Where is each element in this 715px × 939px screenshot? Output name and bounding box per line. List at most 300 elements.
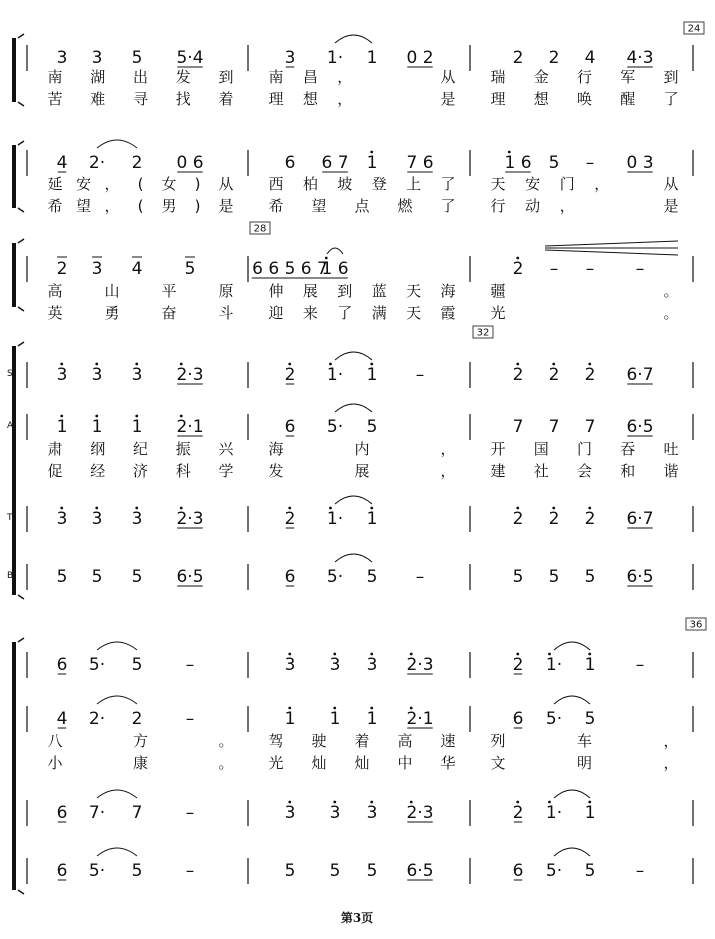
- lyric-char: 济: [132, 462, 149, 480]
- note: 6 7: [321, 153, 349, 173]
- note: 5·: [326, 567, 344, 587]
- lyric-char: 内: [354, 440, 370, 458]
- octave-dot-high: [333, 801, 336, 804]
- note: –: [635, 259, 645, 279]
- note: 6: [284, 417, 296, 437]
- note: 2: [512, 655, 524, 675]
- octave-dot-high: [180, 363, 183, 366]
- note: 3: [284, 803, 296, 823]
- voice-label-t: T: [7, 513, 13, 523]
- octave-dot-high: [135, 363, 138, 366]
- octave-dot-high: [333, 653, 336, 656]
- octave-dot-high: [516, 801, 519, 804]
- page-number: 第3页: [340, 911, 374, 925]
- lyric-char: 列: [490, 732, 506, 750]
- octave-dot-high: [95, 507, 98, 510]
- lyric-char: 明: [576, 754, 593, 772]
- lyric-char: 行: [576, 68, 593, 86]
- octave-dot-high: [60, 507, 63, 510]
- lyric-char: 海: [268, 440, 284, 458]
- lyric-char: 方: [132, 732, 149, 750]
- lyric-char: 驾: [268, 732, 284, 750]
- note: –: [585, 259, 595, 279]
- lyric-char: 建: [490, 462, 506, 480]
- note: 1: [584, 655, 596, 675]
- note: 7: [512, 417, 524, 437]
- lyric-char: 华: [440, 754, 456, 772]
- voice-label-b: B: [7, 571, 14, 581]
- note: 2: [584, 509, 596, 529]
- lyric-char: 是: [440, 90, 456, 108]
- lyric-char: ，: [663, 754, 679, 772]
- lyric-char: 兴: [218, 440, 234, 458]
- lyric-char: 了: [663, 90, 679, 108]
- note: –: [415, 567, 425, 587]
- note: –: [415, 365, 425, 385]
- lyric-char: 奋: [161, 304, 177, 322]
- lyric-char: 高: [397, 732, 413, 750]
- note: 2: [131, 153, 143, 173]
- octave-dot-high: [370, 707, 373, 710]
- rehearsal-number: 32: [476, 327, 490, 339]
- note: 1 6: [321, 259, 349, 279]
- note: 2·: [88, 709, 106, 729]
- lyric-char: 经: [90, 462, 106, 480]
- octave-dot-high: [370, 363, 373, 366]
- note: 1: [91, 417, 103, 437]
- lyric-char: 是: [218, 197, 234, 215]
- note: 5: [284, 861, 296, 881]
- note: 3: [329, 803, 341, 823]
- octave-dot-high: [329, 363, 332, 366]
- note: 5: [184, 259, 196, 279]
- lyric-char: 吐: [663, 440, 679, 458]
- note: 5: [131, 567, 143, 587]
- lyric-char: ，: [104, 197, 120, 215]
- note: 3: [91, 509, 103, 529]
- note: 3: [56, 365, 68, 385]
- note: 1: [366, 509, 378, 529]
- note: 3: [366, 803, 378, 823]
- lyric-char: 勇: [104, 304, 120, 322]
- octave-dot-high: [329, 507, 332, 510]
- note: 7·: [88, 803, 106, 823]
- lyric-char: 发: [175, 68, 191, 86]
- note: 2·1: [406, 709, 434, 729]
- note: 2: [512, 509, 524, 529]
- note: 6: [512, 709, 524, 729]
- note: 5: [584, 709, 596, 729]
- lyric-char: 男: [161, 197, 177, 215]
- note: 1·: [326, 509, 344, 529]
- lyric-char: 上: [406, 175, 422, 193]
- lyric-char: 光: [268, 754, 284, 772]
- octave-dot-high: [180, 415, 183, 418]
- octave-dot-high: [325, 257, 328, 260]
- note: 4: [56, 709, 68, 729]
- lyric-char: 唤: [576, 90, 593, 108]
- lyric-char: 理: [490, 90, 506, 108]
- lyric-char: 行: [490, 197, 506, 215]
- lyric-char: ，: [440, 440, 456, 458]
- lyric-char: 从: [218, 175, 234, 193]
- lyric-char: 伸: [268, 282, 284, 300]
- lyric-char: ，: [104, 175, 120, 193]
- octave-dot-high: [95, 415, 98, 418]
- lyric-char: (: [137, 197, 144, 215]
- lyric-char: ): [194, 175, 201, 193]
- note: 6·7: [626, 509, 654, 529]
- octave-dot-high: [516, 507, 519, 510]
- note: 2·3: [176, 509, 204, 529]
- octave-dot-high: [370, 653, 373, 656]
- lyric-char: ，: [663, 732, 679, 750]
- note: –: [185, 861, 195, 881]
- note: 5: [131, 48, 143, 68]
- note: 5: [56, 567, 68, 587]
- note: 5·: [545, 861, 563, 881]
- lyric-char: 吞: [620, 440, 636, 458]
- octave-dot-high: [180, 507, 183, 510]
- lyric-char: 原: [218, 282, 234, 300]
- lyric-char: ，: [440, 462, 456, 480]
- lyric-char: 了: [337, 304, 353, 322]
- note: 2: [284, 509, 296, 529]
- note: 7 6: [406, 153, 434, 173]
- octave-dot-high: [588, 653, 591, 656]
- note: 2·1: [176, 417, 204, 437]
- lyric-char: 。: [218, 754, 234, 772]
- lyric-char: 国: [533, 440, 549, 458]
- lyric-char: 谐: [663, 462, 679, 480]
- note: –: [635, 861, 645, 881]
- lyric-char: 到: [663, 68, 679, 86]
- octave-dot-high: [410, 707, 413, 710]
- note: 5: [584, 861, 596, 881]
- note: –: [185, 803, 195, 823]
- note: 1: [366, 709, 378, 729]
- lyric-char: 。: [218, 732, 234, 750]
- rehearsal-number: 36: [689, 619, 703, 631]
- lyric-char: 平: [161, 282, 177, 300]
- note: 2: [512, 48, 524, 68]
- note: 6: [284, 153, 296, 173]
- octave-dot-high: [60, 415, 63, 418]
- octave-dot-high: [288, 707, 291, 710]
- lyric-char: 展: [354, 462, 370, 480]
- note: 0 3: [626, 153, 654, 173]
- lyric-char: 燃: [397, 197, 413, 215]
- lyric-char: 南: [47, 68, 63, 86]
- lyric-char: 门: [576, 440, 593, 458]
- octave-dot-high: [552, 363, 555, 366]
- note: 2: [284, 365, 296, 385]
- lyric-char: 灿: [354, 754, 370, 772]
- octave-dot-high: [288, 507, 291, 510]
- lyric-char: 瑞: [490, 68, 506, 86]
- octave-dot-high: [60, 363, 63, 366]
- lyric-char: 天: [490, 175, 506, 193]
- lyric-char: 海: [440, 282, 456, 300]
- lyric-char: 八: [47, 732, 63, 750]
- note: 6·5: [406, 861, 434, 881]
- lyric-char: 到: [337, 282, 353, 300]
- lyric-char: 寻: [132, 90, 149, 108]
- lyric-char: 金: [533, 68, 549, 86]
- lyric-char: 醒: [620, 90, 636, 108]
- note: 2: [548, 365, 560, 385]
- note: 6·5: [176, 567, 204, 587]
- octave-dot-high: [288, 363, 291, 366]
- note: 6 6 5 6 7: [252, 259, 328, 279]
- lyric-char: 想: [533, 90, 549, 108]
- note: 1·: [545, 803, 563, 823]
- octave-dot-high: [508, 151, 511, 154]
- lyric-char: 展: [302, 282, 318, 300]
- lyric-char: 延: [47, 175, 63, 193]
- lyric-char: 开: [490, 440, 506, 458]
- note: 6·7: [626, 365, 654, 385]
- note: 1: [284, 709, 296, 729]
- note: 5: [548, 153, 560, 173]
- lyric-char: 肃: [47, 440, 63, 458]
- lyric-char: 从: [440, 68, 456, 86]
- note: 1: [329, 709, 341, 729]
- note: 5: [548, 567, 560, 587]
- lyric-char: 南: [268, 68, 284, 86]
- note: 3: [56, 509, 68, 529]
- lyric-char: 速: [440, 732, 456, 750]
- lyric-char: 斗: [218, 304, 234, 322]
- note: 4: [56, 153, 68, 173]
- lyric-char: 车: [576, 732, 593, 750]
- note: 1: [366, 48, 378, 68]
- note: 5: [584, 567, 596, 587]
- lyric-char: 满: [371, 304, 387, 322]
- note: 1·: [545, 655, 563, 675]
- lyric-char: 英: [47, 304, 63, 322]
- note: 5: [366, 861, 378, 881]
- lyric-char: 科: [175, 462, 191, 480]
- note: 2·3: [176, 365, 204, 385]
- note: 5: [366, 417, 378, 437]
- lyric-char: 纲: [90, 440, 106, 458]
- octave-dot-high: [410, 653, 413, 656]
- voice-label-s: S: [7, 369, 13, 379]
- note: 6: [284, 567, 296, 587]
- lyric-char: 坡: [337, 175, 353, 193]
- lyric-char: 和: [620, 462, 636, 480]
- lyric-char: 蓝: [371, 282, 387, 300]
- lyric-char: 来: [302, 304, 318, 322]
- lyric-char: 难: [90, 90, 106, 108]
- note: 6: [56, 803, 68, 823]
- lyric-char: 门: [559, 175, 575, 193]
- note: 5·: [545, 709, 563, 729]
- lyric-char: 灿: [311, 754, 327, 772]
- lyric-char: 发: [268, 462, 284, 480]
- lyric-char: 纪: [132, 440, 149, 458]
- octave-dot-high: [548, 801, 551, 804]
- note: 2·: [88, 153, 106, 173]
- note: 5: [131, 861, 143, 881]
- octave-dot-high: [410, 801, 413, 804]
- note: 5·: [88, 655, 106, 675]
- note: 4: [584, 48, 596, 68]
- octave-dot-high: [370, 507, 373, 510]
- lyric-char: 从: [663, 175, 679, 193]
- lyric-char: 天: [406, 304, 422, 322]
- octave-dot-high: [135, 507, 138, 510]
- lyric-char: 女: [161, 175, 177, 193]
- lyric-char: 湖: [90, 68, 106, 86]
- note: 2: [131, 709, 143, 729]
- note: 3: [91, 365, 103, 385]
- octave-dot-high: [588, 801, 591, 804]
- note: 3: [284, 655, 296, 675]
- octave-dot-high: [552, 507, 555, 510]
- lyric-char: 到: [218, 68, 234, 86]
- lyric-char: 高: [47, 282, 63, 300]
- octave-dot-high: [95, 363, 98, 366]
- octave-dot-high: [516, 653, 519, 656]
- note: 1: [366, 153, 378, 173]
- lyric-char: 疆: [490, 282, 506, 300]
- lyric-char: 是: [663, 197, 679, 215]
- lyric-char: 迎: [268, 304, 284, 322]
- lyric-char: 出: [132, 68, 149, 86]
- lyric-char: ): [194, 197, 201, 215]
- lyric-char: 文: [490, 754, 506, 772]
- lyric-char: (: [137, 175, 144, 193]
- lyric-char: 找: [175, 90, 191, 108]
- lyric-char: 安: [525, 175, 541, 193]
- note: –: [549, 259, 559, 279]
- note: 2: [56, 259, 68, 279]
- octave-dot-high: [135, 415, 138, 418]
- note: 6: [512, 861, 524, 881]
- corner-mark-text: 24: [687, 23, 701, 35]
- note: 3: [91, 48, 103, 68]
- lyric-char: 了: [440, 197, 456, 215]
- octave-dot-high: [516, 363, 519, 366]
- lyric-char: 着: [354, 732, 370, 750]
- note: 3: [284, 48, 296, 68]
- note: 6·5: [626, 567, 654, 587]
- voice-label-a: A: [7, 421, 14, 431]
- note: 6·5: [626, 417, 654, 437]
- lyric-char: ，: [337, 90, 353, 108]
- lyric-char: 小: [47, 754, 63, 772]
- lyric-char: 苦: [47, 90, 63, 108]
- note: 2·3: [406, 803, 434, 823]
- rehearsal-number: 28: [253, 223, 267, 235]
- note: 2: [512, 259, 524, 279]
- note: 0 6: [176, 153, 204, 173]
- note: –: [185, 709, 195, 729]
- lyric-char: 天: [406, 282, 422, 300]
- octave-dot-high: [333, 707, 336, 710]
- note: 5: [329, 861, 341, 881]
- note: –: [185, 655, 195, 675]
- note: 5·: [326, 417, 344, 437]
- lyric-char: 。: [663, 304, 679, 322]
- lyric-char: 点: [354, 197, 370, 215]
- octave-dot-high: [588, 363, 591, 366]
- note: 0 2: [406, 48, 434, 68]
- note: 3: [91, 259, 103, 279]
- note: 1·: [326, 48, 344, 68]
- note: 4: [131, 259, 143, 279]
- lyric-char: 柏: [302, 175, 318, 193]
- note: 5·: [88, 861, 106, 881]
- octave-dot-high: [288, 801, 291, 804]
- note: 1: [584, 803, 596, 823]
- lyric-char: 学: [218, 462, 234, 480]
- lyric-char: 社: [533, 462, 549, 480]
- lyric-char: 中: [397, 754, 413, 772]
- octave-dot-high: [588, 507, 591, 510]
- note: 7: [131, 803, 143, 823]
- note: 5·4: [176, 48, 204, 68]
- lyric-char: 了: [440, 175, 456, 193]
- lyric-char: 促: [47, 462, 63, 480]
- lyric-char: 着: [218, 90, 234, 108]
- corner-mark: [684, 22, 704, 35]
- note: 3: [56, 48, 68, 68]
- note: 1: [131, 417, 143, 437]
- note: 5: [91, 567, 103, 587]
- lyric-char: 想: [302, 90, 318, 108]
- note: 4·3: [626, 48, 654, 68]
- note: 5: [366, 567, 378, 587]
- lyric-char: 望: [75, 197, 92, 215]
- lyric-char: 动: [525, 197, 541, 215]
- octave-dot-high: [370, 151, 373, 154]
- lyric-char: 。: [663, 282, 679, 300]
- note: 3: [131, 365, 143, 385]
- note: 1 6: [504, 153, 532, 173]
- lyric-char: 望: [311, 197, 327, 215]
- note: 1: [56, 417, 68, 437]
- note: 2: [512, 803, 524, 823]
- note: –: [635, 655, 645, 675]
- note: 2: [548, 48, 560, 68]
- lyric-char: 安: [75, 175, 92, 193]
- note: 2: [548, 509, 560, 529]
- note: 3: [329, 655, 341, 675]
- lyric-char: 军: [620, 68, 636, 86]
- note: 7: [584, 417, 596, 437]
- lyric-char: ，: [337, 68, 353, 86]
- lyric-char: 霞: [440, 304, 456, 322]
- note: –: [585, 153, 595, 173]
- note: 1·: [326, 365, 344, 385]
- lyric-char: 山: [104, 282, 120, 300]
- lyric-char: 登: [371, 175, 387, 193]
- lyric-char: 理: [268, 90, 284, 108]
- note: 6: [56, 655, 68, 675]
- note: 5: [512, 567, 524, 587]
- note: 3: [366, 655, 378, 675]
- lyric-char: 会: [576, 462, 593, 480]
- note: 1: [366, 365, 378, 385]
- lyric-char: 振: [175, 440, 191, 458]
- lyric-char: 昌: [302, 68, 318, 86]
- octave-dot-high: [288, 653, 291, 656]
- lyric-char: 驶: [311, 732, 327, 750]
- note: 2·3: [406, 655, 434, 675]
